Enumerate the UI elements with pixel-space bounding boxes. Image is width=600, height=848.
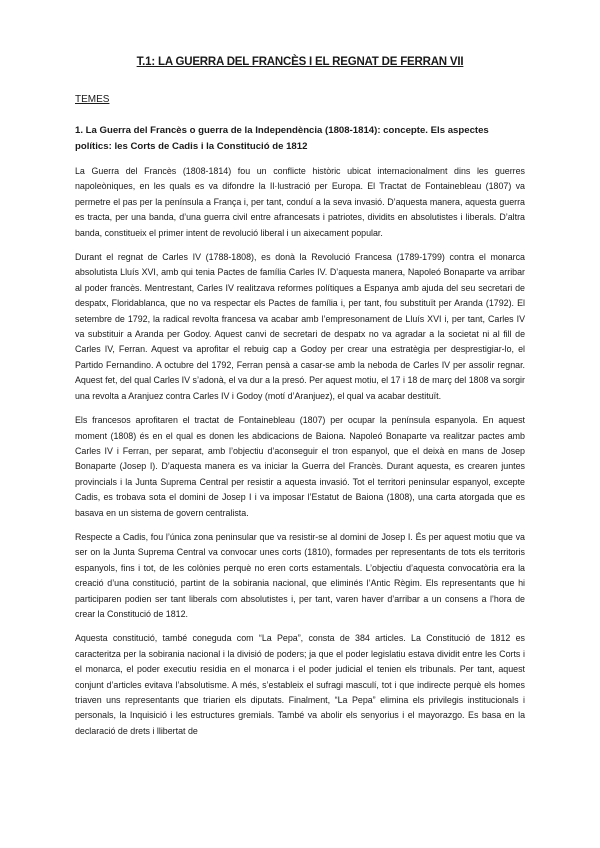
section-heading: 1. La Guerra del Francès o guerra de la Independència (1808-1814): concepte. Els aspectes polítics: les Corts de Cadis i la Constitució de 1812 <box>75 125 489 152</box>
paragraph-4: Respecte a Cadis, fou l’única zona peninsular que va resistir-se al domini de Josep I. És per aquest motiu que va ser on la Junta Suprema Central va convocar unes corts (1810), formades per representants de tots els territoris espanyols, fins i tot, de les colònies perquè no eren corts estamentals. L’objectiu d’aquesta convocatòria era la creació d’una constitució, partint de la sobirania nacional, que eliminés l’Antic Règim. Els representants que hi participaren podien ser tant liberals com absolutistes i, per tant, varen haver d’arribar a un consens a l’hora de crear la Constitució de 1812. <box>75 531 525 619</box>
paragraph-5: Aquesta constitució, també coneguda com “La Pepa”, consta de 384 articles. La Constitució de 1812 es caracteritza per la sobirania nacional i la divisió de poders; ja que el poder legislatiu estava dividit entre les Corts i el monarca, el poder executiu residia en el monarca i el poder judicial el tenien els tribunals. Per tant, aquest conjunt d’articles evitava l’absolutisme. A més, s’estableix el sufragi masculí, tot i que indirecte perquè els homes triaven uns representants que triarien els diputats. Finalment, “La Pepa” elimina els privilegis institucionals i personals, la Inquisició i les estructures gremials. També va abolir els senyorius i el mayorazgo. Es basa en la declaració de drets i llibertat de <box>75 633 525 736</box>
paragraph-2: Durant el regnat de Carles IV (1788-1808), es donà la Revolució Francesa (1789-1799) contra el monarca absolutista Lluís XVI, amb qui tenia Pactes de família Carles IV. D’aquesta manera, Napoleó Bonaparte va arribar al poder francès. Mentrestant, Carles IV realitzava reformes polítiques a Espanya amb ajuda del seu secretari de despatx, Floridablanca, que no va respectar els Pactes de família i, per tant, fou substituït per Aranda (1792). El setembre de 1792, la radical revolta francesa va acabar amb l’empresonament de Lluís XVI i, per tant, Carles IV va substituir a Aranda per Godoy. Aquest canvi de secretari de despatx no va agradar a la societat ni al fill de Carles IV, Ferran. Aquest va aprofitar el rebuig cap a Godoy per crear una estratègia per desprestigiar-lo, el Partido Fernandino. A octubre del 1792, Ferran pensà a casar-se amb la neboda de Carles IV per assolir regnar. Aquest fet, del qual Carles IV s’adonà, el va dur a la presó. Per aquest motiu, el 17 i 18 de març del 1808 va sorgir una revolta a Aranjuez contra Carles IV i Godoy (motí d’Aranjuez), el qual va acabar destituït. <box>75 252 525 401</box>
paragraph-3: Els francesos aprofitaren el tractat de Fontainebleau (1807) per ocupar la península espanyola. En aquest moment (1808) és en el qual es donen les abdicacions de Baiona. Napoleó Bonaparte va realitzar pactes amb Carles IV i Ferran, per separat, amb l’objectiu d’aconseguir el tron espanyol, que el deixà en mans de Josep Bonaparte (Josep I). D’aquesta manera es va iniciar la Guerra del Francès. Durant aquesta, es crearen juntes provincials i la Junta Suprema Central per resistir a aquesta invasió. Tot el territori peninsular espanyol, excepte Cadis, es trobava sota el domini de Josep I i va imposar l’Estatut de Baiona (1808), una carta atorgada que es basava en un sistema de govern centralista. <box>75 415 525 518</box>
temes-label: TEMES <box>75 94 110 105</box>
paragraph-1: La Guerra del Francès (1808-1814) fou un conflicte històric ubicat internacionalment dins les guerres napoleòniques, en les quals es va difondre la Il·lustració per Europa. El Tractat de Fontainebleau (1807) va permetre el pas per la península a França i, per tant, conduí a la seva invasió. D’aquesta manera, aquesta guerra es tracta, per una banda, d’una guerra civil entre afrancesats i patriotes, dividits en absolutistes i liberals. D’altra banda, constitueix el primer intent de revolució liberal i un aixecament popular. <box>75 166 525 238</box>
document-title: T.1: LA GUERRA DEL FRANCÈS I EL REGNAT DE FERRAN VII <box>136 56 464 68</box>
